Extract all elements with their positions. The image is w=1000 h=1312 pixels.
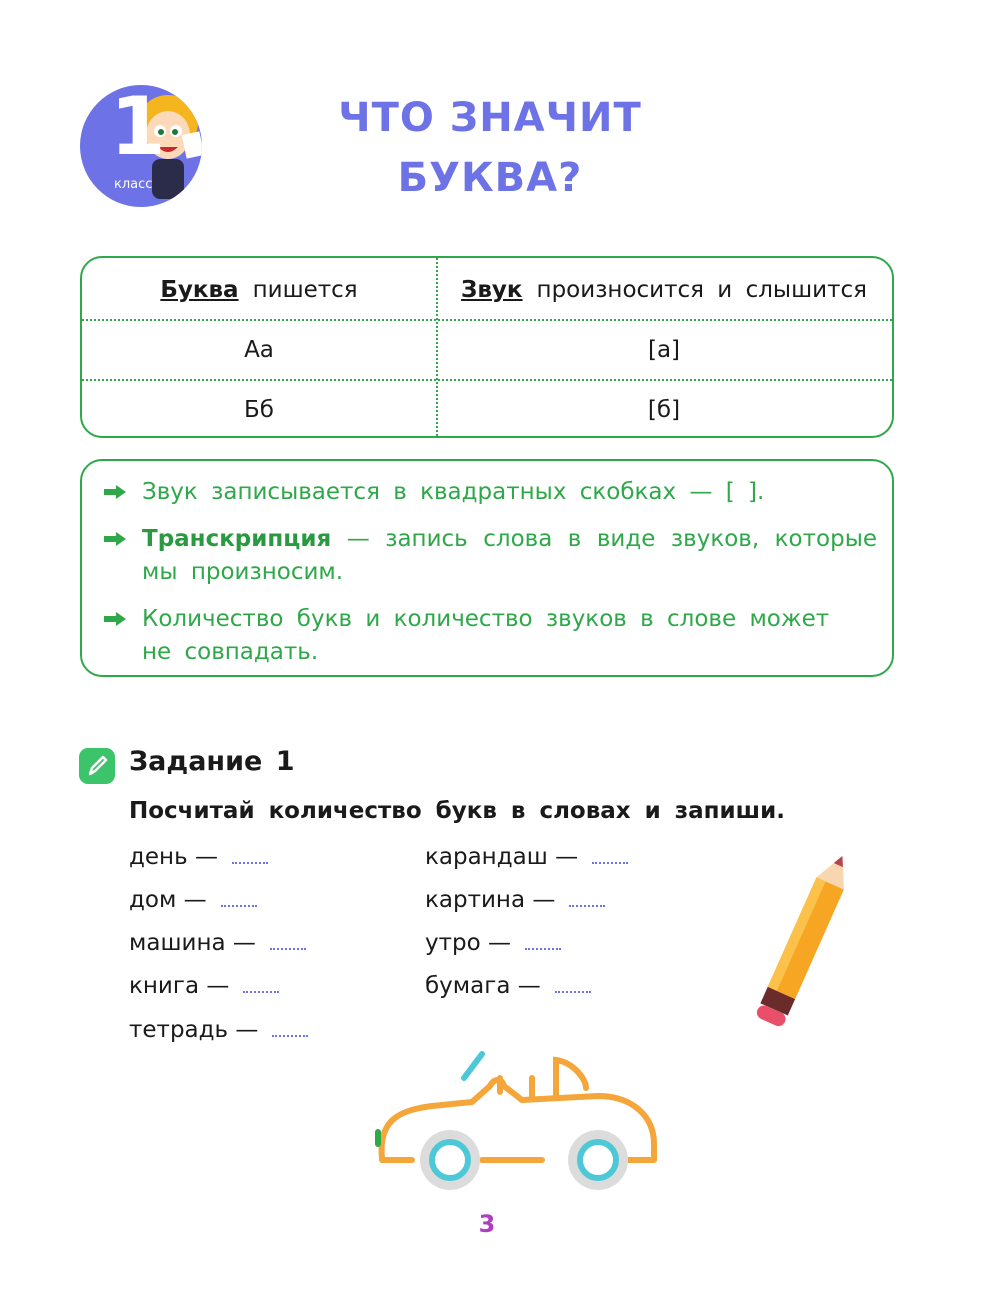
word-text: карандаш — xyxy=(425,844,579,870)
table-row xyxy=(82,380,892,440)
pencil-task-icon xyxy=(79,748,115,784)
answer-blank[interactable] xyxy=(243,983,279,993)
word-text: машина — xyxy=(129,930,256,956)
word-text: утро — xyxy=(425,930,511,956)
task-title: Задание 1 xyxy=(129,746,295,777)
header-sound xyxy=(436,260,892,320)
answer-blank[interactable] xyxy=(592,854,628,864)
arrow-bullet-icon xyxy=(104,532,126,546)
word-item xyxy=(425,973,591,999)
header-letter-rest: пишется xyxy=(252,277,358,303)
sound-cell: [б] xyxy=(647,397,681,423)
header-sound-rest: произносится и слышится xyxy=(536,277,867,303)
word-item xyxy=(129,844,268,870)
arrow-bullet-icon xyxy=(104,612,126,626)
word-text: день — xyxy=(129,844,218,870)
header-letter xyxy=(82,260,436,320)
grade-number: 1 xyxy=(110,85,166,173)
rule-text: Количество букв и количество звуков в слове может не совпадать. xyxy=(142,606,830,665)
rules-box xyxy=(80,459,894,677)
word-item xyxy=(129,1017,308,1043)
letter-cell: Аа xyxy=(244,337,274,363)
answer-blank[interactable] xyxy=(270,940,306,950)
word-item xyxy=(425,844,628,870)
word-text: тетрадь — xyxy=(129,1017,259,1043)
answer-blank[interactable] xyxy=(221,897,257,907)
rule-text: — запись слова в виде звуков, которые мы произносим. xyxy=(142,526,877,585)
rule-term: Транскрипция xyxy=(142,526,332,552)
answer-blank[interactable] xyxy=(555,983,591,993)
word-text: бумага — xyxy=(425,973,541,999)
word-item xyxy=(425,887,605,913)
rule-text: Звук записывается в квадратных скобках — [ ]. xyxy=(142,479,765,505)
grade-label: класс xyxy=(114,177,153,192)
rule-item xyxy=(142,603,862,669)
word-text: книга — xyxy=(129,973,230,999)
rule-item xyxy=(142,523,877,589)
word-item xyxy=(129,930,306,956)
letter-sound-table xyxy=(80,256,894,438)
word-text: картина — xyxy=(425,887,556,913)
answer-blank[interactable] xyxy=(272,1027,308,1037)
word-text: дом — xyxy=(129,887,207,913)
page-title xyxy=(300,88,680,208)
rule-item xyxy=(142,476,877,509)
answer-blank[interactable] xyxy=(232,854,268,864)
table-row xyxy=(82,320,892,380)
pencil-illustration-icon xyxy=(740,840,870,1040)
sound-cell: [а] xyxy=(647,337,681,363)
task-instruction: Посчитай количество букв в словах и запиши. xyxy=(129,798,785,824)
title-line-1: ЧТО ЗНАЧИТ xyxy=(338,95,642,141)
arrow-bullet-icon xyxy=(104,485,126,499)
header-letter-term: Буква xyxy=(160,277,239,303)
word-item xyxy=(129,973,279,999)
letter-cell: Бб xyxy=(244,397,274,423)
page-number: 3 xyxy=(478,1210,496,1238)
answer-blank[interactable] xyxy=(525,940,561,950)
car-illustration-icon xyxy=(372,1048,662,1198)
header-sound-term: Звук xyxy=(461,277,523,303)
word-item xyxy=(425,930,561,956)
answer-blank[interactable] xyxy=(569,897,605,907)
grade-badge xyxy=(80,85,202,207)
table-header-row xyxy=(82,260,892,320)
word-item xyxy=(129,887,257,913)
title-line-2: БУКВА? xyxy=(397,155,583,201)
